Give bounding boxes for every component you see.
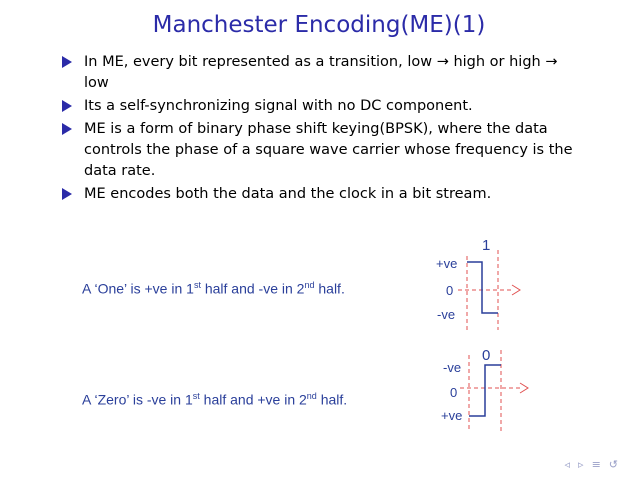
- bullet-text: In ME, every bit represented as a transition, low → high or high → low: [84, 54, 558, 91]
- zero-zero-label: 0: [450, 385, 458, 400]
- nav-left-icon[interactable]: ◃: [564, 458, 579, 471]
- nav-right-icon[interactable]: ▹: [578, 458, 592, 471]
- slide-title: Manchester Encoding(ME)(1): [152, 12, 486, 38]
- nav-search-icon[interactable]: ↺: [608, 458, 626, 471]
- one-top-label: +ve: [436, 256, 458, 271]
- one-signal-line: [467, 262, 498, 313]
- one-zero-label: 0: [446, 283, 454, 298]
- zero-bottom-label: +ve: [441, 408, 463, 423]
- zero-signal-line: [469, 365, 501, 416]
- one-dashes: [458, 250, 512, 330]
- zero-bit-label: 0: [482, 347, 491, 364]
- zero-top-label: -ve: [443, 360, 462, 375]
- bullet-text: ME encodes both the data and the clock in a bit stream.: [84, 186, 492, 202]
- zero-arrowhead-icon: [520, 383, 528, 393]
- one-caption: A ‘One’ is +ve in 1st half and -ve in 2nd half.: [82, 280, 345, 297]
- one-bit-label: 1: [482, 237, 491, 254]
- zero-waveform: [441, 347, 490, 423]
- beamer-navigation[interactable]: [565, 458, 627, 471]
- one-arrowhead-icon: [512, 285, 520, 295]
- bullet-text: ME is a form of binary phase shift keying(BPSK), where the data controls the phase of a square wave carrier whose frequency is the data rate.: [84, 121, 573, 179]
- one-bottom-label: -ve: [437, 307, 456, 322]
- nav-section-icon[interactable]: ≡: [591, 458, 609, 471]
- bullet-text: Its a self-synchronizing signal with no DC component.: [84, 98, 473, 114]
- zero-caption: A ‘Zero’ is -ve in 1st half and +ve in 2nd half.: [82, 391, 348, 408]
